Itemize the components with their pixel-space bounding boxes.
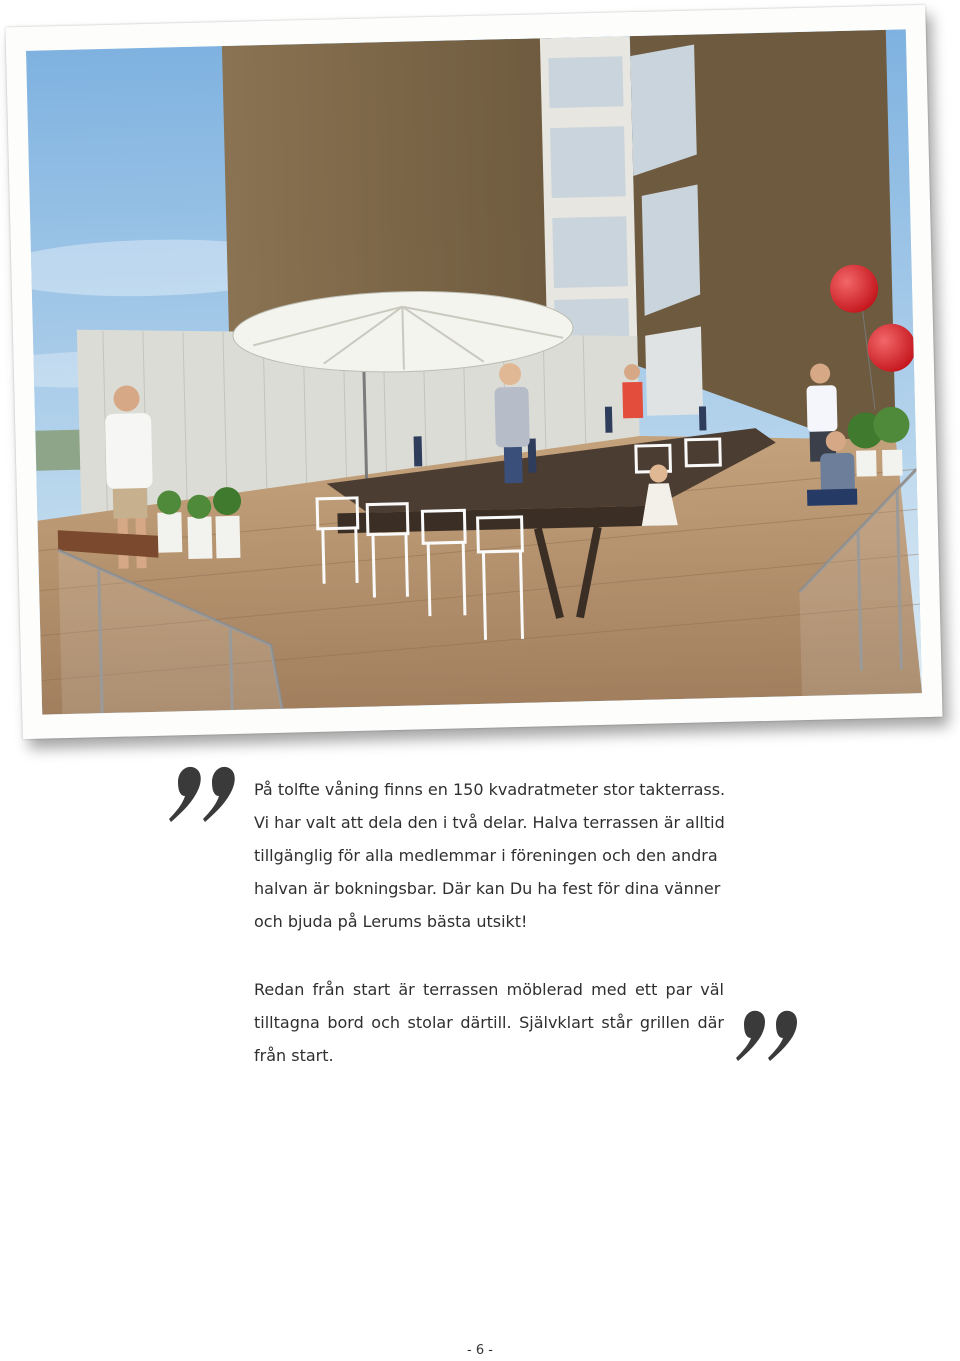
terrace-illustration (26, 29, 922, 714)
intro-line-5: och bjuda på Lerums bästa utsikt! (254, 912, 528, 931)
open-quote-icon (160, 752, 250, 842)
furniture-paragraph: Redan från start är terrassen möblerad med ett par väl tilltagna bord och stolar därtill. Självklart står grillen där från start. (254, 980, 724, 1065)
intro-line-2: Vi har valt att dela den i två delar. Halva terrassen är alltid (254, 813, 725, 832)
terrace-photo (26, 29, 922, 714)
page-number: - 6 - (467, 1343, 493, 1358)
intro-line-4: halvan är bokningsbar. Där kan Du ha fest för dina vänner (254, 879, 721, 898)
close-quote-icon (728, 1000, 818, 1080)
intro-line-3: tillgänglig för alla medlemmar i föreningen och den andra (254, 846, 718, 865)
intro-line-1: På tolfte våning finns en 150 kvadratmeter stor takterrass. (254, 780, 726, 799)
photo-frame (5, 5, 942, 739)
intro-paragraph (254, 773, 724, 938)
